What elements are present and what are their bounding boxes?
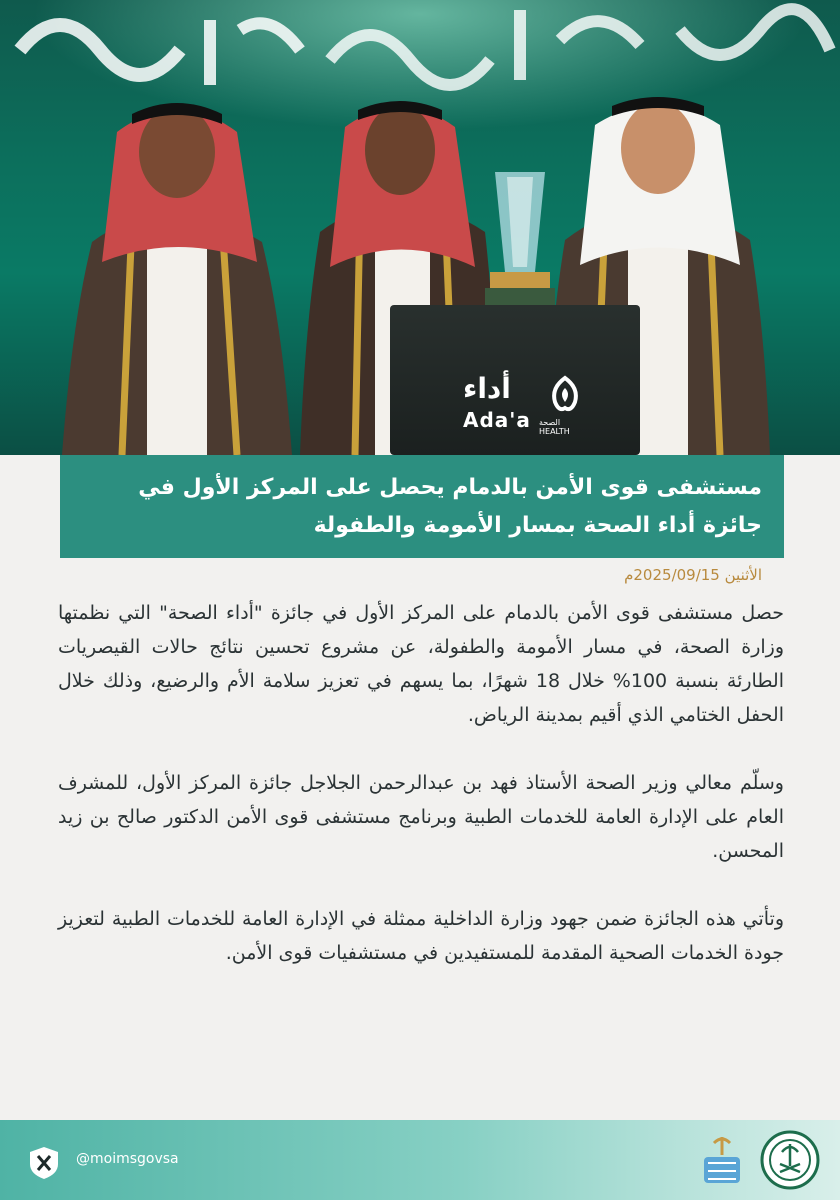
article-body (58, 596, 784, 1004)
headline-line-2: جائزة أداء الصحة بمسار الأمومة والطفولة (313, 513, 762, 538)
adaa-logo-arabic: أداء (463, 372, 511, 405)
paragraph-1: حصل مستشفى قوى الأمن بالدمام على المركز الأول في جائزة "أداء الصحة" التي نظمتها وزارة الصحة، في مسار الأمومة والطفولة، عن مشروع تحسين نتائج حالات القيصريات الطارئة بنسبة 100% خلال 18 شهرًا، بما يسهم في تعزيز سلامة الأم والرضيع، وذلك خلال الحفل الختامي الذي أقيم بمدينة الرياض. (58, 602, 784, 726)
adaa-logo-english: Ada'a (463, 408, 531, 432)
paragraph-3: وتأتي هذه الجائزة ضمن جهود وزارة الداخلية ممثلة في الإدارة العامة للخدمات الطبية لتعزيز جودة الخدمات الصحية المقدمة للمستفيدين في مستشفيات قوى الأمن. (58, 908, 784, 964)
publish-date: الأثنين 2025/09/15م (624, 566, 762, 584)
adaa-logo (463, 372, 593, 444)
headline-line-1: مستشفى قوى الأمن بالدمام يحصل على المركز الأول في (138, 475, 762, 500)
social-handle[interactable]: @moimsgovsa (76, 1151, 179, 1167)
paragraph-2: وسلّم معالي وزير الصحة الأستاذ فهد بن عبدالرحمن الجلاجل جائزة المركز الأول، للمشرف العام على الإدارة العامة للخدمات الطبية وبرنامج مستشفى قوى الأمن الدكتور صالح بن زيد المحسن. (58, 772, 784, 862)
x-logo-icon[interactable] (28, 1146, 60, 1180)
adaa-logo-sub: الصحة HEALTH (539, 418, 570, 436)
adaa-mark-icon (545, 374, 585, 414)
ministry-seal-icon (760, 1130, 820, 1190)
hero-photo (0, 0, 840, 455)
headline-banner (60, 455, 784, 558)
headline-title (72, 469, 762, 545)
trophy (485, 172, 555, 312)
anniversary-emblem-icon (694, 1133, 750, 1189)
person-left (62, 92, 292, 455)
